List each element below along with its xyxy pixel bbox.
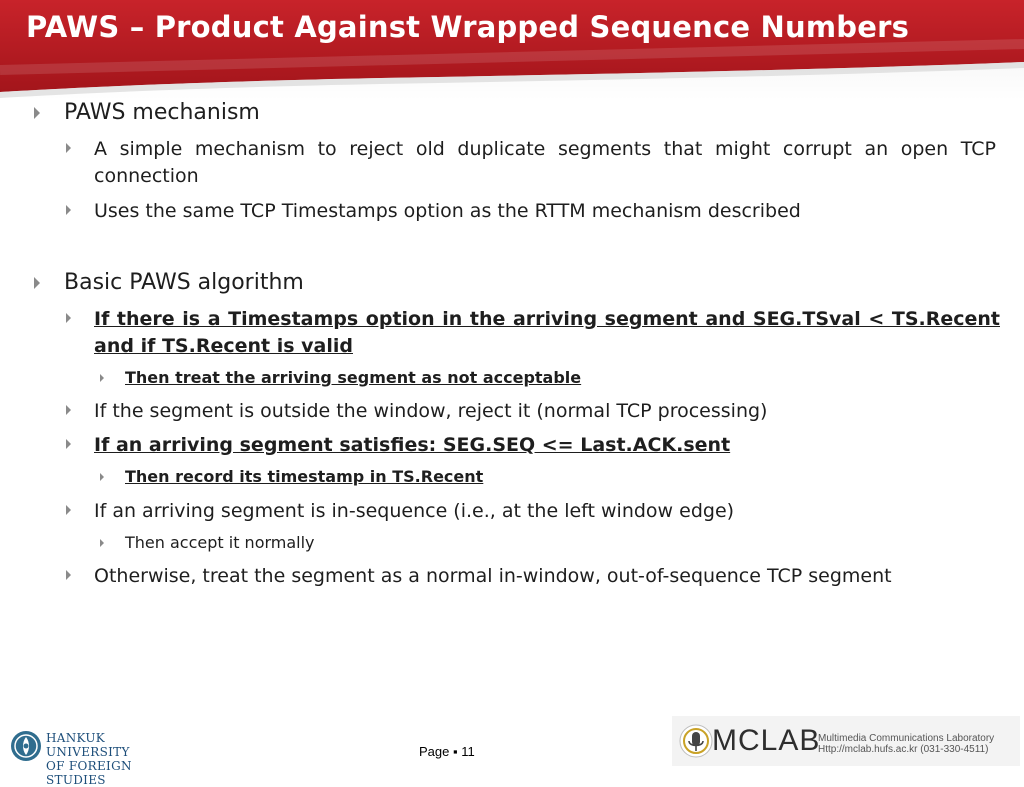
bullet-arrow-icon [66, 143, 71, 153]
lab-name: MCLAB [712, 724, 821, 757]
lab-full-name: Multimedia Communications Laboratory [818, 733, 995, 744]
bullet-arrow-icon [34, 107, 40, 119]
bullet-arrow-icon [100, 473, 104, 481]
microphone-icon [678, 723, 714, 759]
bullet-arrow-icon [66, 405, 71, 415]
bullet-arrow-icon [66, 205, 71, 215]
list-item [66, 563, 996, 590]
list-item-text: A simple mechanism to reject old duplicate segments that might corrupt an open TCP connection [94, 138, 996, 187]
university-name-line2: OF FOREIGN STUDIES [46, 759, 132, 787]
page-number: Page ▪ 11 [419, 744, 475, 759]
lab-details [818, 733, 994, 755]
section-heading: PAWS mechanism [64, 100, 260, 125]
list-item-text: If an arriving segment is in-sequence (i.e., at the left window edge) [94, 500, 735, 522]
bullet-arrow-icon [100, 374, 104, 382]
list-item [66, 398, 996, 425]
university-name [46, 731, 168, 787]
list-item [100, 368, 980, 388]
list-item-text: If there is a Timestamps option in the arriving segment and SEG.TSval < TS.Recent and if TS.Recent is valid [94, 308, 1000, 357]
section-heading: Basic PAWS algorithm [64, 270, 304, 295]
list-item-text: Then accept it normally [125, 533, 315, 552]
university-seal-icon [10, 730, 42, 762]
list-item [100, 533, 980, 553]
university-name-line1: HANKUK UNIVERSITY [46, 731, 130, 759]
section-heading-paws-mechanism [34, 100, 994, 126]
list-item-text: Otherwise, treat the segment as a normal in-window, out-of-sequence TCP segment [94, 565, 892, 587]
bullet-arrow-icon [66, 313, 71, 323]
list-item-text: Then treat the arriving segment as not acceptable [125, 368, 582, 387]
list-item [66, 198, 996, 225]
bullet-arrow-icon [66, 439, 71, 449]
list-item-text: Then record its timestamp in TS.Recent [125, 467, 484, 486]
bullet-arrow-icon [100, 539, 104, 547]
lab-logo [672, 716, 1020, 766]
list-item-text: If an arriving segment satisfies: SEG.SEQ <= Last.ACK.sent [94, 434, 731, 456]
bullet-arrow-icon [34, 277, 40, 289]
list-item [66, 498, 996, 525]
list-item-text: If the segment is outside the window, reject it (normal TCP processing) [94, 400, 768, 422]
section-heading-basic-paws-algorithm [34, 270, 994, 296]
list-item-text: Uses the same TCP Timestamps option as the RTTM mechanism described [94, 200, 801, 222]
list-item [66, 136, 996, 190]
lab-contact: Http://mclab.hufs.ac.kr (031-330-4511) [818, 744, 989, 755]
list-item [100, 467, 980, 487]
list-item [66, 432, 996, 459]
bullet-arrow-icon [66, 570, 71, 580]
bullet-arrow-icon [66, 505, 71, 515]
slide-title: PAWS – Product Against Wrapped Sequence Numbers [26, 10, 910, 44]
list-item [66, 306, 1000, 360]
university-logo [8, 727, 168, 787]
